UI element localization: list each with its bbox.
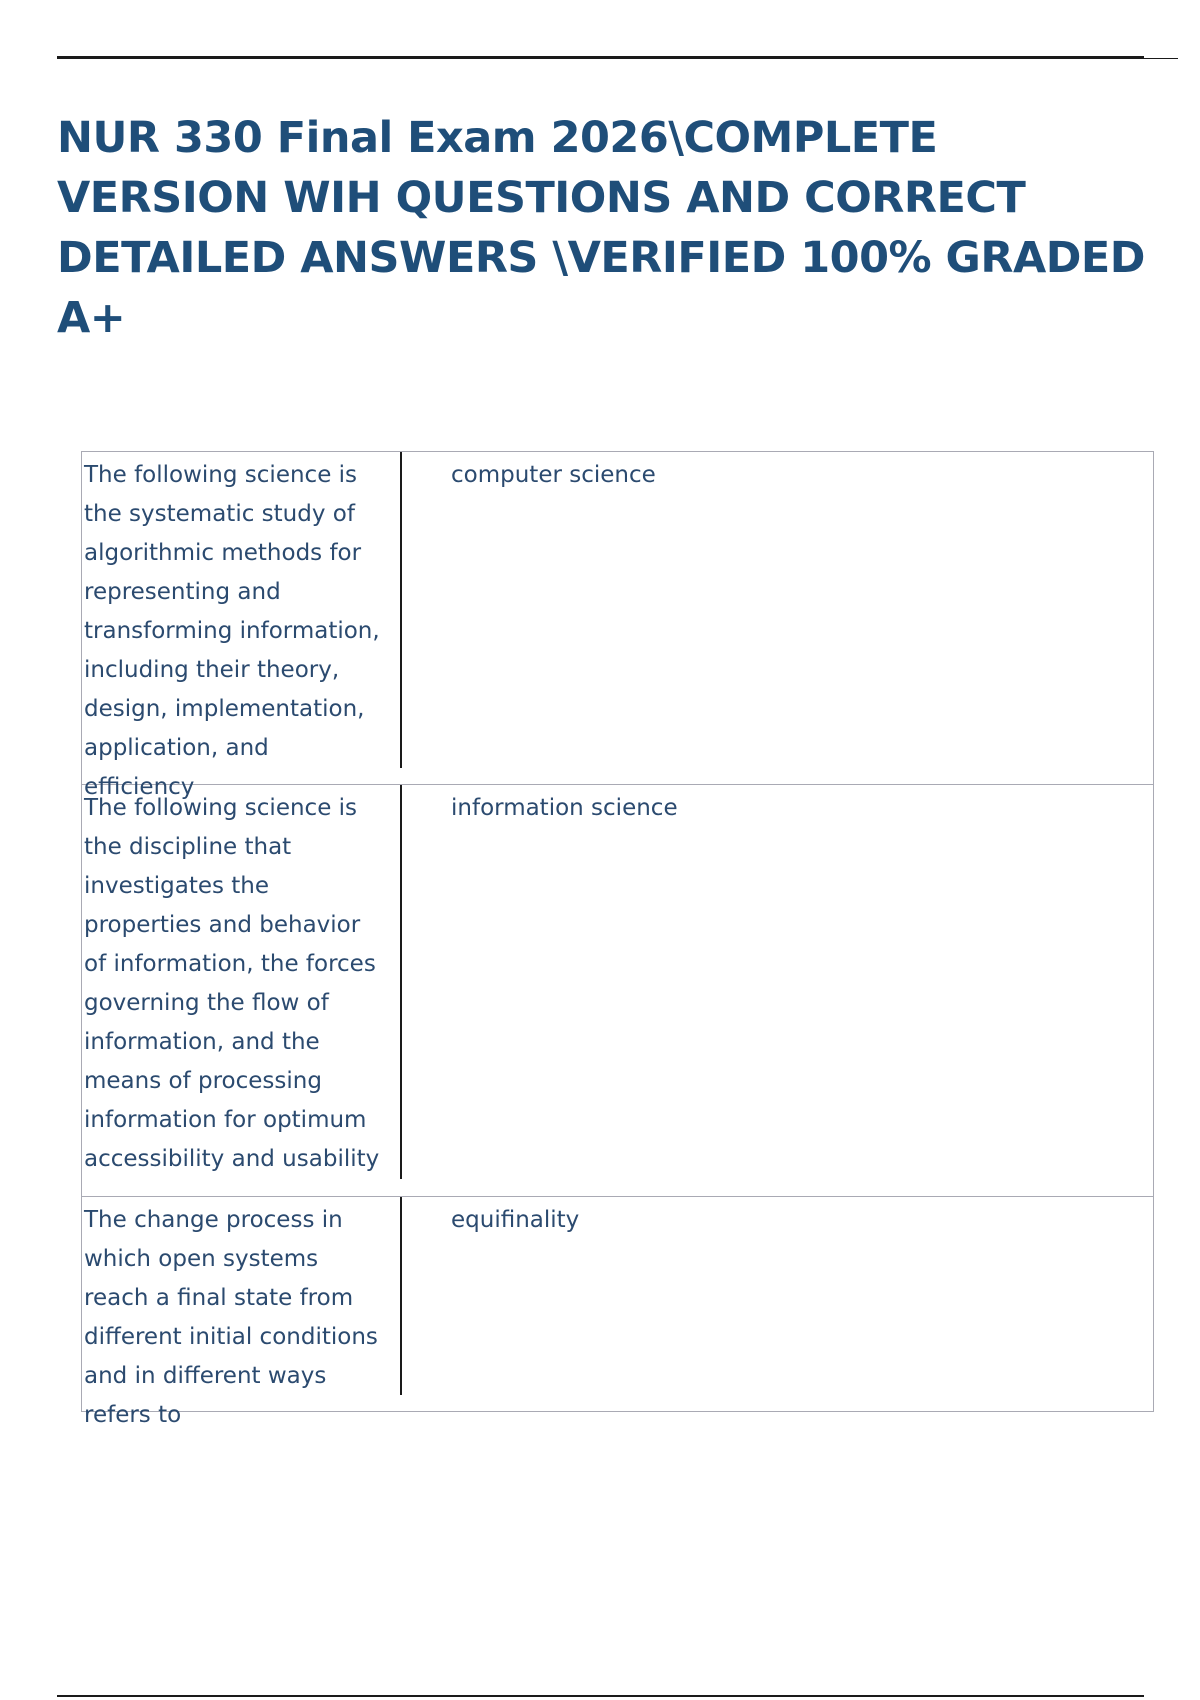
document-title: NUR 330 Final Exam 2026\COMPLETE VERSION WIH QUESTIONS AND CORRECT DETAILED ANSWERS \VERIFIED 100% GRADED A+	[57, 113, 1145, 343]
question-text: The following science is the systematic study of algorithmic methods for representing and transforming information, including their theory, design, implementation, application, and efficiency	[84, 462, 380, 800]
answer-cell: equifinality	[451, 1207, 580, 1233]
question-text: The change process in which open systems reach a final state from different initial conditions and in different ways refers to	[84, 1207, 378, 1428]
cell-divider	[400, 785, 402, 1179]
top-rule-tail	[1144, 58, 1178, 59]
cell-divider	[400, 1197, 402, 1395]
table-row	[82, 785, 1153, 1197]
table-row	[82, 1197, 1153, 1428]
question-cell	[82, 452, 402, 800]
question-text: The following science is the discipline that investigates the properties and behavior of information, the forces governing the flow of information, and the means of processing information for optimum accessibility and usability	[84, 795, 380, 1172]
answer-cell: information science	[451, 795, 678, 821]
answer-cell: computer science	[451, 462, 656, 488]
qa-table	[81, 451, 1154, 1428]
question-cell	[82, 1197, 402, 1428]
cell-divider	[400, 452, 402, 768]
bottom-rule	[57, 1695, 1144, 1697]
table-row	[82, 452, 1153, 800]
question-cell	[82, 785, 402, 1196]
top-rule	[57, 56, 1144, 59]
